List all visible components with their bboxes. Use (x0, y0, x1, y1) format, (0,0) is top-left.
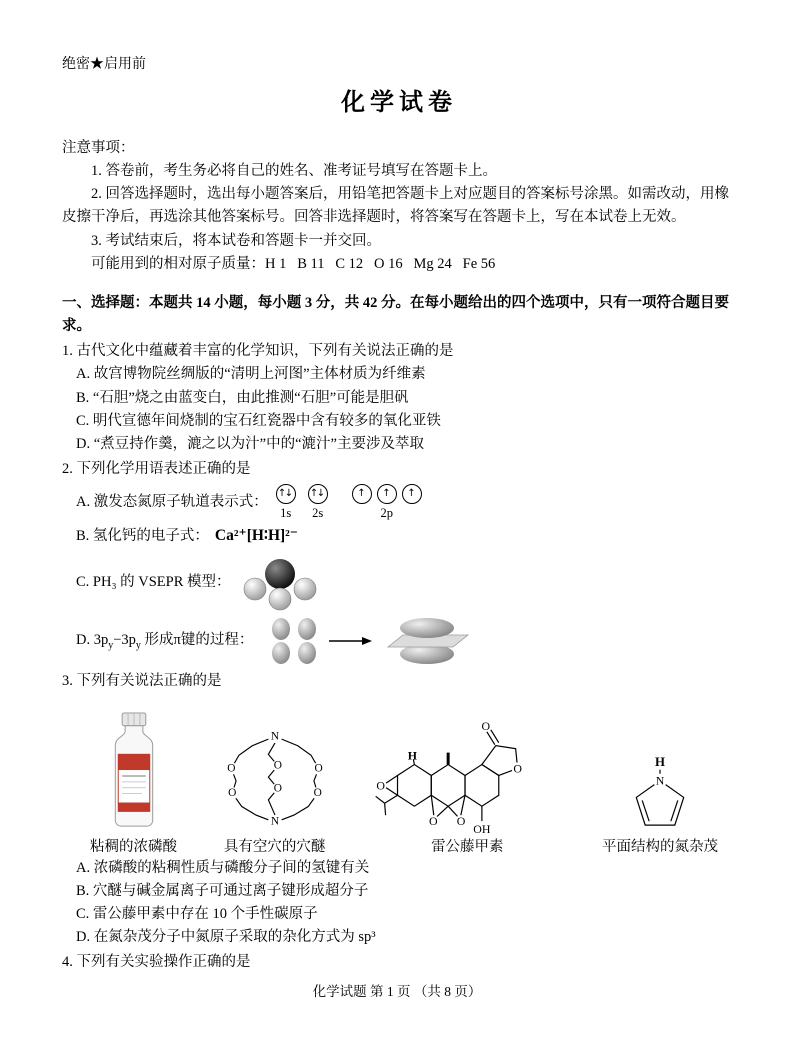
atom-label-o: O (314, 762, 323, 775)
atom-label-o: O (457, 814, 466, 829)
orbital-2p-1: ↑ (352, 484, 372, 504)
atom-label-h: H (408, 748, 418, 763)
question-2-option-b-label: B. 氢化钙的电子式： (76, 528, 209, 545)
secrecy-label: 绝密★启用前 (62, 57, 146, 72)
atom-label-o: O (513, 761, 523, 776)
question-1-option-c: C. 明代宣德年间烧制的宝石红瓷器中含有较多的氧化亚铁 (76, 412, 441, 429)
option-d-prefix: D. 3p (76, 631, 109, 648)
question-3-option-a: A. 浓磷酸的粘稠性质与磷酸分子间的氢键有关 (76, 859, 370, 876)
question-1-option-b: B. “石胆”烧之由蓝变白，由此推测“石胆”可能是胆矾 (76, 389, 409, 406)
question-3-stem: 3. 下列有关说法正确的是 (62, 673, 222, 690)
question-1-option-a: A. 故宫博物院丝绸版的“清明上河图”主体材质为纤维素 (76, 366, 426, 383)
question-2 (62, 458, 736, 667)
orbital-2p-row (352, 484, 422, 504)
atomic-masses-line: 可能用到的相对原子质量：H 1 B 11 C 12 O 16 Mg 24 Fe 56 (91, 255, 496, 272)
notes-heading: 注意事项： (62, 139, 135, 156)
notes-section (62, 137, 736, 276)
triptolide-structure-illustration (372, 701, 562, 835)
question-4 (62, 951, 736, 974)
atom-label-h: H (654, 755, 665, 770)
question-2-option-d-label (76, 629, 253, 654)
orbital-label-2s: 2s (312, 506, 324, 521)
atom-label-o: O (273, 760, 282, 773)
question-2-option-c (62, 552, 736, 612)
atom-label-o: O (376, 778, 386, 793)
page-title: 化学试卷 (341, 90, 457, 117)
orbital-label-1s: 1s (280, 506, 292, 521)
question-2-option-d (62, 615, 736, 667)
figure-phosphoric-acid (90, 711, 177, 856)
orbital-label-2p: 2p (380, 506, 393, 521)
note-item-2: 2. 回答选择题时，选出每小题答案后，用铅笔把答题卡上对应题目的答案标号涂黑。如需改动，用橡皮擦干净后，再选涂其他答案标号。回答非选择题时，将答案写在答题卡上，写在本试卷上无效。 (62, 186, 729, 226)
page-footer: 化学试题 第 1 页 （共 8 页） (312, 984, 482, 1000)
figure-caption-pyrrole: 平面结构的氮杂茂 (601, 839, 718, 856)
question-3-figures (62, 693, 736, 856)
question-1 (62, 340, 736, 456)
atom-label-o: O (273, 782, 282, 795)
figure-pyrrole (602, 751, 718, 856)
orbital-2p-3: ↑ (402, 484, 422, 504)
cryptand-structure-illustration (217, 723, 333, 835)
figure-caption-triptolide: 雷公藤甲素 (431, 839, 504, 856)
option-d-suffix: 形成π键的过程： (140, 631, 254, 648)
question-1-option-d: D. “煮豆持作羹，漉之以为汁”中的“漉汁”主要涉及萃取 (76, 436, 424, 453)
question-3 (62, 670, 736, 949)
atom-label-o: O (429, 814, 438, 829)
atom-label-n-top: N (270, 730, 279, 743)
note-item-1: 1. 答卷前，考生务必将自己的姓名、准考证号填写在答题卡上。 (91, 162, 497, 179)
note-item-3: 3. 考试结束后，将本试卷和答题卡一并交回。 (91, 232, 381, 249)
figure-caption-cryptand: 具有空穴的穴醚 (223, 839, 326, 856)
option-d-middle: −3p (113, 631, 136, 648)
orbital-2s: ↑↓ (308, 484, 328, 504)
atom-label-o: O (227, 787, 237, 800)
question-2-option-b (62, 524, 736, 549)
atom-label-o: O (313, 787, 322, 800)
orbital-group-2s (308, 484, 328, 521)
question-3-option-b: B. 穴醚与碱金属离子可通过离子键形成超分子 (76, 882, 369, 899)
orbital-group-2p (352, 484, 422, 521)
option-d-sub-y2: y (135, 639, 141, 651)
atom-label-oh: OH (473, 822, 491, 836)
figure-triptolide (372, 701, 562, 856)
orbital-diagram (276, 484, 434, 521)
orbital-1s: ↑↓ (276, 484, 296, 504)
atom-label-o: O (226, 762, 236, 775)
phosphoric-acid-bottle-illustration (98, 711, 170, 835)
figure-caption-phosphoric-acid: 粘稠的浓磷酸 (90, 839, 177, 856)
atom-label-n-bottom: N (270, 816, 279, 829)
atom-label-o: O (481, 719, 491, 734)
pi-bond-formation-illustration (261, 615, 473, 667)
question-2-option-c-label: C. PH₃ 的 VSEPR 模型： (76, 573, 231, 590)
question-1-stem: 1. 古代文化中蕴藏着丰富的化学知识，下列有关说法正确的是 (62, 343, 454, 360)
orbital-2p-2: ↑ (377, 484, 397, 504)
section-1-heading: 一、选择题：本题共 14 小题，每小题 3 分，共 42 分。在每小题给出的四个选项中，只有一项符合题目要求。 (62, 294, 729, 335)
question-4-stem: 4. 下列有关实验操作正确的是 (62, 954, 251, 971)
question-3-option-c: C. 雷公藤甲素中存在 10 个手性碳原子 (76, 905, 318, 922)
question-3-option-d: D. 在氮杂茂分子中氮原子采取的杂化方式为 sp³ (76, 929, 376, 946)
option-d-sub-y1: y (108, 639, 114, 651)
orbital-group-1s (276, 484, 296, 521)
figure-cryptand (217, 723, 333, 856)
question-2-option-a-label: A. 激发态氮原子轨道表示式： (76, 494, 268, 511)
pyrrole-structure-illustration (624, 751, 696, 835)
atom-label-n: N (655, 774, 665, 789)
ph3-vsepr-model-illustration (239, 552, 325, 612)
question-2-option-a (62, 484, 736, 521)
electron-formula: Ca²⁺[H∶H]²⁻ (214, 527, 298, 545)
question-2-stem: 2. 下列化学用语表述正确的是 (62, 461, 251, 478)
